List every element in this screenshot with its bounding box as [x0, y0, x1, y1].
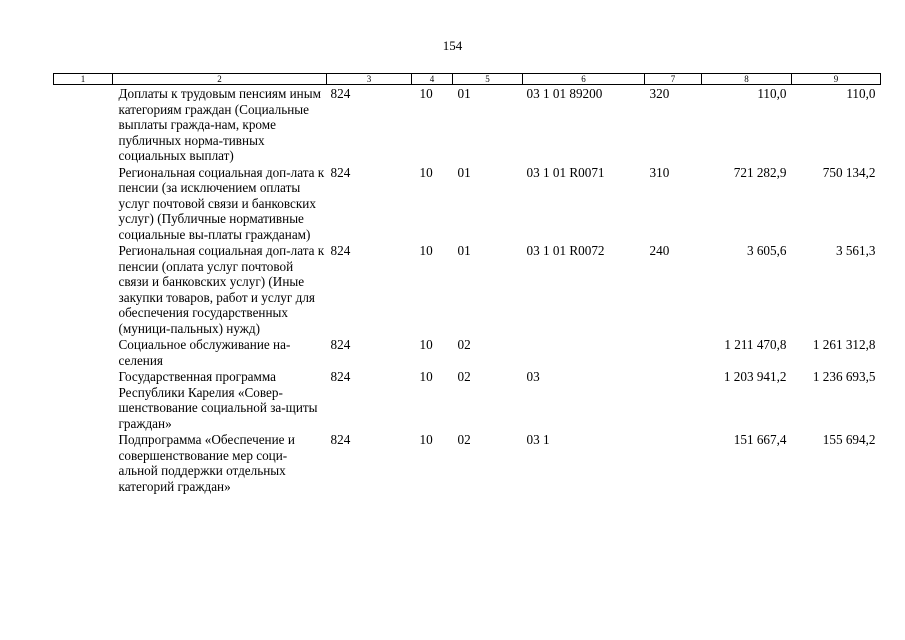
item-name: Государственная программа Республики Карелия «Совер-шенствование социальной за-щиты граждан»: [118, 369, 318, 431]
target-article-code: [523, 336, 645, 368]
expense-type-code: 240: [649, 243, 670, 258]
column-number: 3: [327, 74, 412, 85]
subsection-code: 01: [457, 243, 471, 258]
subsection-code: 02: [457, 369, 471, 384]
row-number-cell: [54, 242, 113, 336]
table-row: [54, 164, 881, 243]
section-code: 10: [419, 337, 433, 352]
admin-code: 824: [330, 243, 351, 258]
admin-code: 824: [330, 337, 351, 352]
table-row: [54, 368, 881, 431]
item-name: Подпрограмма «Обеспечение и совершенствование мер соци-альной поддержки отдельных категорий граждан»: [118, 432, 295, 494]
column-number: 8: [702, 74, 792, 85]
admin-code: 824: [330, 164, 351, 180]
row-number-cell: [54, 431, 113, 494]
table-header: [54, 74, 881, 85]
expense-type-code: 320: [649, 86, 670, 101]
target-article-code: 03 1 01 89200: [526, 86, 603, 101]
admin-code: 824: [330, 432, 351, 447]
table-row: [54, 431, 881, 494]
section-code: 10: [419, 432, 433, 447]
section-code: 10: [419, 369, 433, 384]
section-code: 10: [419, 86, 433, 101]
amount-year-1: 1 203 941,2: [723, 369, 787, 384]
expense-type-code: [645, 431, 702, 494]
section-code: 10: [419, 243, 433, 258]
admin-code: 824: [330, 369, 351, 384]
admin-code: 824: [330, 86, 351, 101]
section-code: 10: [419, 164, 433, 180]
amount-year-2: 110,0: [846, 86, 876, 101]
column-number-row: [54, 74, 881, 85]
row-number-cell: [54, 336, 113, 368]
item-name: Региональная социальная доп-лата к пенсии (оплата услуг почтовой связи и банковских услуг) (Иные закупки товаров, работ и услуг для обеспечения государственных (муници-пальных) нужд): [118, 243, 325, 336]
budget-table: [53, 73, 881, 494]
amount-year-1: 721 282,9: [733, 164, 787, 180]
amount-year-1: 151 667,4: [733, 432, 787, 447]
table-body: [54, 85, 881, 495]
subsection-code: 01: [457, 164, 471, 180]
expense-type-code: [645, 368, 702, 431]
expense-type-code: 310: [649, 164, 670, 180]
column-number: 4: [412, 74, 453, 85]
subsection-code: 02: [457, 337, 471, 352]
page-number: 154: [442, 38, 463, 53]
expense-type-code: [645, 336, 702, 368]
column-number: 5: [453, 74, 523, 85]
table-row: [54, 336, 881, 368]
item-name: Региональная социальная доп-лата к пенсии (за исключением оплаты услуг почтовой связи и банковских услуг) (Публичные нормативные социальные вы-платы гражданам): [118, 164, 325, 242]
amount-year-2: 3 561,3: [835, 243, 876, 258]
column-number: 2: [113, 74, 327, 85]
amount-year-1: 1 211 470,8: [724, 337, 787, 352]
row-number-cell: [54, 164, 113, 243]
item-name: Социальное обслуживание на-селения: [118, 337, 291, 368]
column-number: 7: [645, 74, 702, 85]
target-article-code: 03 1 01 R0072: [526, 243, 605, 258]
table-row: [54, 242, 881, 336]
amount-year-1: 3 605,6: [746, 243, 787, 258]
column-number: 6: [523, 74, 645, 85]
target-article-code: 03: [526, 369, 540, 384]
subsection-code: 01: [457, 86, 471, 101]
amount-year-2: 750 134,2: [822, 164, 876, 180]
row-number-cell: [54, 368, 113, 431]
column-number: 9: [792, 74, 881, 85]
amount-year-1: 110,0: [757, 86, 787, 101]
target-article-code: 03 1: [526, 432, 550, 447]
table-row: [54, 85, 881, 164]
target-article-code: 03 1 01 R0071: [526, 164, 605, 180]
amount-year-2: 1 236 693,5: [812, 369, 876, 384]
row-number-cell: [54, 85, 113, 164]
column-number: 1: [54, 74, 113, 85]
amount-year-2: 155 694,2: [822, 432, 876, 447]
amount-year-2: 1 261 312,8: [812, 337, 876, 352]
item-name: Доплаты к трудовым пенсиям иным категориям граждан (Социальные выплаты гражда-нам, кроме публичных норма-тивных социальных выплат): [118, 86, 321, 163]
subsection-code: 02: [457, 432, 471, 447]
